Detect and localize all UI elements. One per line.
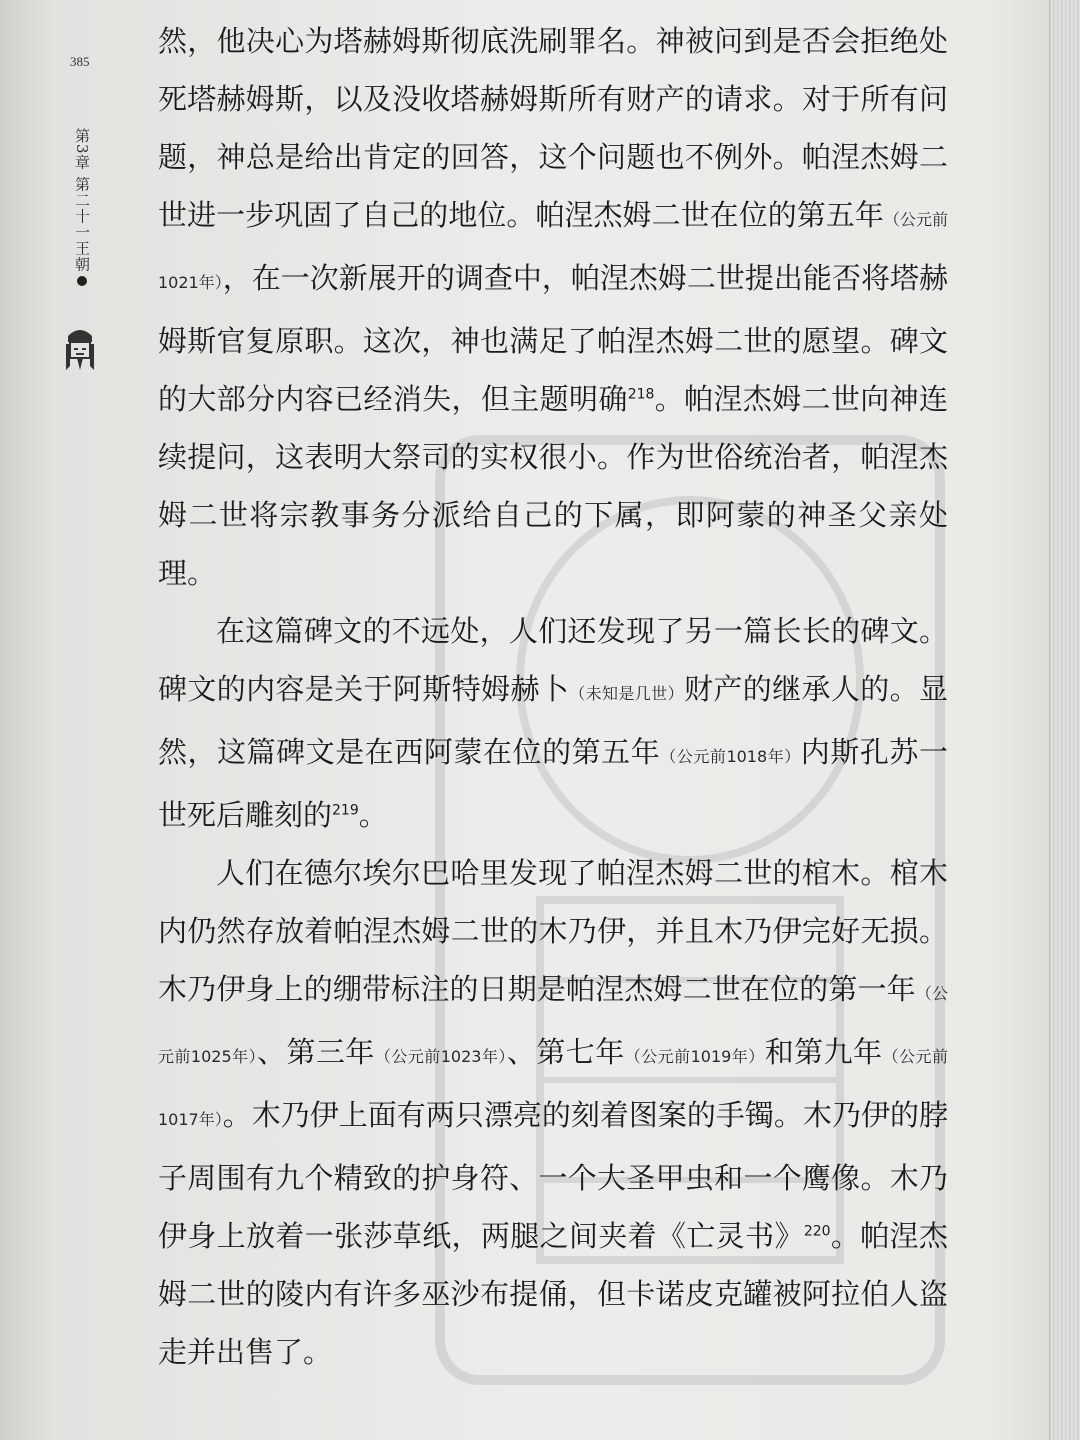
footnote-ref: 218 [627, 386, 655, 403]
paragraph [158, 844, 948, 1381]
date-annotation: （公元前1019年） [624, 1047, 765, 1066]
page-edge-stack [1049, 0, 1080, 1440]
paragraph [158, 602, 948, 844]
text-run: 人们在德尔埃尔巴哈里发现了帕涅杰姆二世的棺木。棺木内仍然存放着帕涅杰姆二世的木乃伊，并且木乃伊完好无损。木乃伊身上的绷带标注的日期是帕涅杰姆二世在位的第一年 [158, 856, 948, 1006]
text-run: 财产的继承人的。显然，这篇碑文是在西阿蒙在位的第五年 [158, 672, 948, 769]
pharaoh-head-icon [62, 322, 98, 374]
text-run: 然，他决心为塔赫姆斯彻底洗刷罪名。神被问到是否会拒绝处死塔赫姆斯，以及没收塔赫姆斯所有财产的请求。对于所有问题，神总是给出肯定的回答，这个问题也不例外。帕涅杰姆二世进一步巩固了自己的地位。帕涅杰姆二世在位的第五年 [158, 24, 948, 232]
footnote-ref: 220 [803, 1223, 831, 1240]
date-annotation: （公元前1017年） [158, 1047, 948, 1129]
left-margin [0, 0, 150, 1440]
paragraph [158, 12, 948, 602]
text-run: 。木乃伊上面有两只漂亮的刻着图案的手镯。木乃伊的脖子周围有九个精致的护身符、一个大圣甲虫和一个鹰像。木乃伊身上放着一张莎草纸，两腿之间夹着《亡灵书》 [158, 1098, 948, 1253]
date-annotation: （公元前1025年） [158, 984, 948, 1066]
running-head [70, 128, 90, 286]
text-run: 。 [358, 798, 388, 832]
date-annotation: （公元前1023年） [374, 1047, 507, 1066]
page-number: 385 [70, 54, 90, 69]
text-run: 。帕涅杰姆二世向神连续提问，这表明大祭司的实权很小。作为世俗统治者，帕涅杰姆二世将宗教事务分派给自己的下属，即阿蒙的神圣父亲处理。 [158, 382, 948, 590]
footnote-ref: 219 [332, 802, 359, 819]
text-run: ，在一次新展开的调查中，帕涅杰姆二世提出能否将塔赫姆斯官复原职。这次，神也满足了帕涅杰姆二世的愿望。碑文的大部分内容已经消失，但主题明确 [158, 261, 948, 416]
text-run: 在这篇碑文的不远处，人们还发现了另一篇长长的碑文。碑文的内容是关于阿斯特姆赫卜 [158, 614, 948, 706]
text-run: 内斯孔苏一世死后雕刻的 [158, 735, 948, 832]
text-run: 、第三年 [257, 1035, 375, 1069]
date-annotation: （公元前1018年） [660, 747, 801, 766]
text-run: 和第九年 [764, 1035, 883, 1069]
text-run: 。帕涅杰姆二世的陵内有许多巫沙布提俑，但卡诺皮克罐被阿拉伯人盗走并出售了。 [158, 1219, 948, 1369]
text-run: 、第七年 [506, 1035, 625, 1069]
date-annotation: （未知是几世） [569, 684, 684, 703]
bullet-dot-icon [77, 276, 87, 286]
body-text [158, 12, 948, 1381]
date-annotation: （公元前1021年） [158, 210, 948, 292]
running-head-text: 第3章 第二十一王朝 [73, 128, 91, 273]
